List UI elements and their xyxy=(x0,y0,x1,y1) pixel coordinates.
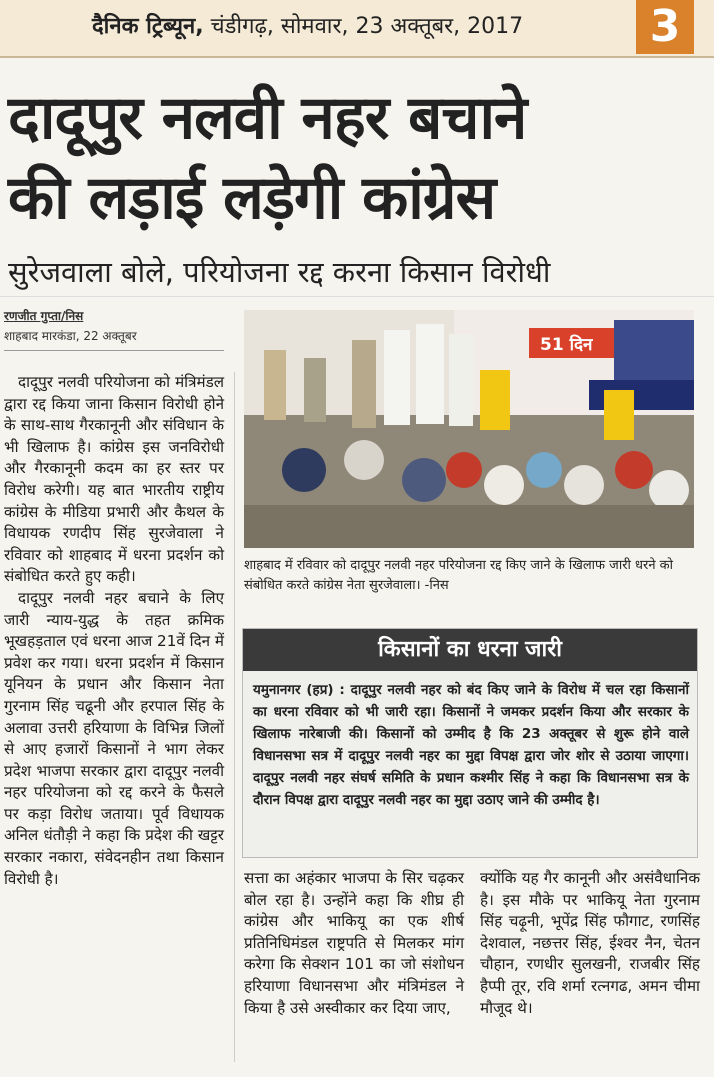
article-column-3 xyxy=(480,868,700,1019)
sidebar-text: दादूपुर नलवी नहर को बंद किए जाने के विरोध में चल रहा किसानों का धरना रविवार को भी जारी रहा। किसानों ने जमकर प्रदर्शन किया और सरकार के खिलाफ नारेबाजी की। किसानों को उम्मीद है कि 23 अक्तूबर से शुरू होने वाले विधानसभा सत्र में दादूपुर नलवी नहर का मुद्दा विपक्ष द्वारा जोर शोर से उठाया जाएगा। दादूपुर नलवी नहर संघर्ष समिति के प्रधान कश्मीर सिंह ने कहा कि विधानसभा सत्र के दौरान विपक्ष द्वारा दादूपुर नलवी नहर का मुद्दा उठाए जाने की उम्मीद है। xyxy=(253,682,689,808)
sidebar-box-body xyxy=(243,671,697,811)
photo-caption: शाहबाद में रविवार को दादूपुर नलवी नहर परियोजना रद्द किए जाने के खिलाफ जारी धरने को संबोधित करते कांग्रेस नेता सुरजेवाला। -निस xyxy=(244,558,674,593)
headline-line-2: की लड़ाई लड़ेगी कांग्रेस xyxy=(8,163,496,233)
subheadline: सुरेजवाला बोले, परियोजना रद्द करना किसान विरोधी xyxy=(8,255,551,289)
article-paragraph: सत्ता का अहंकार भाजपा के सिर चढ़कर बोल रहा है। उन्होंने कहा कि शीघ्र ही कांग्रेस और भाकियू का एक शीर्ष प्रतिनिधिमंडल राष्ट्रपति से मिलकर मांग करेगा कि सेक्शन 101 का जो संशोधन हरियाणा विधानसभा और मंत्रिमंडल ने किया है उसे अस्वीकार कर दिया जाए, xyxy=(244,869,464,1017)
sidebar-box xyxy=(242,628,698,858)
sidebar-dateline: यमुनानगर (हप्र) : xyxy=(253,682,345,698)
byline-place-date: शाहबाद मारकंडा, 22 अक्तूबर xyxy=(4,329,137,343)
article-paragraph: दादूपुर नलवी परियोजना को मंत्रिमंडल द्वारा रद्द किया जाना किसान विरोधी होने के साथ-साथ गैरकानूनी और संविधान के भी खिलाफ है। कांग्रेस इस जनविरोधी और गैरकानूनी कदम का हर स्तर पर विरोध करेगी। यह बात भारतीय राष्ट्रीय कांग्रेस के मीडिया प्रभारी और कैथल के विधायक रणदीप सिंह सुरजेवाला ने रविवार को शाहबाद में धरना प्रदर्शन को संबोधित करते हुए कही। xyxy=(4,373,224,586)
article-paragraph: दादूपुर नलवी नहर बचाने के लिए जारी न्याय-युद्ध के तहत क्रमिक भूखहड़ताल एवं धरना आज 21वें दिन में प्रवेश कर गया। धरना प्रदर्शन में किसान यूनियन के प्रधान और किसान नेता गुरनाम सिंह चढूनी और हरपाल सिंह के अलावा उत्तरी हरियाणा के विभिन्न जिलों से आए हजारों किसानों ने भाग लेकर प्रदेश भाजपा सरकार द्वारा दादूपुर नलवी नहर परियोजना को रद्द करने के फैसले पर कड़ा विरोध जताया। पूर्व विधायक अनिल धंतौड़ी ने कहा कि प्रदेश की खट्टर सरकार नकारा, संवेदनहीन तथा किसान विरोधी है। xyxy=(4,588,224,888)
masthead-dateline: चंडीगढ़, सोमवार, 23 अक्तूबर, 2017 xyxy=(210,14,524,39)
banner-text: 51 दिन xyxy=(540,335,593,355)
article-column-1 xyxy=(4,372,224,890)
masthead-text xyxy=(92,10,523,40)
sidebar-box-title: किसानों का धरना जारी xyxy=(243,629,697,671)
newspaper-name: दैनिक ट्रिब्यून, xyxy=(92,14,204,39)
news-photo xyxy=(244,310,694,548)
column-divider xyxy=(234,372,235,1062)
byline xyxy=(4,306,224,351)
divider xyxy=(0,296,714,297)
photo-illustration xyxy=(244,310,694,548)
article-column-2 xyxy=(244,868,464,1019)
page-number: 3 xyxy=(636,0,694,54)
headline xyxy=(8,78,708,238)
article-paragraph: क्योंकि यह गैर कानूनी और असंवैधानिक है। इस मौके पर भाकियू नेता गुरनाम सिंह चढ़ूनी, भूपेंद्र सिंह फौगाट, रणसिंह देशवाल, नछत्तर सिंह, ईश्वर नैन, चेतन चौहान, रणधीर सुलखनी, राजबीर सिंह हैप्पी तूर, रवि शर्मा रत्नगढ, अमन चीमा मौजूद थे। xyxy=(480,869,700,1017)
byline-author: रणजीत गुप्ता/निस xyxy=(4,309,84,323)
headline-line-1: दादूपुर नलवी नहर बचाने xyxy=(8,83,527,153)
masthead xyxy=(0,0,714,58)
